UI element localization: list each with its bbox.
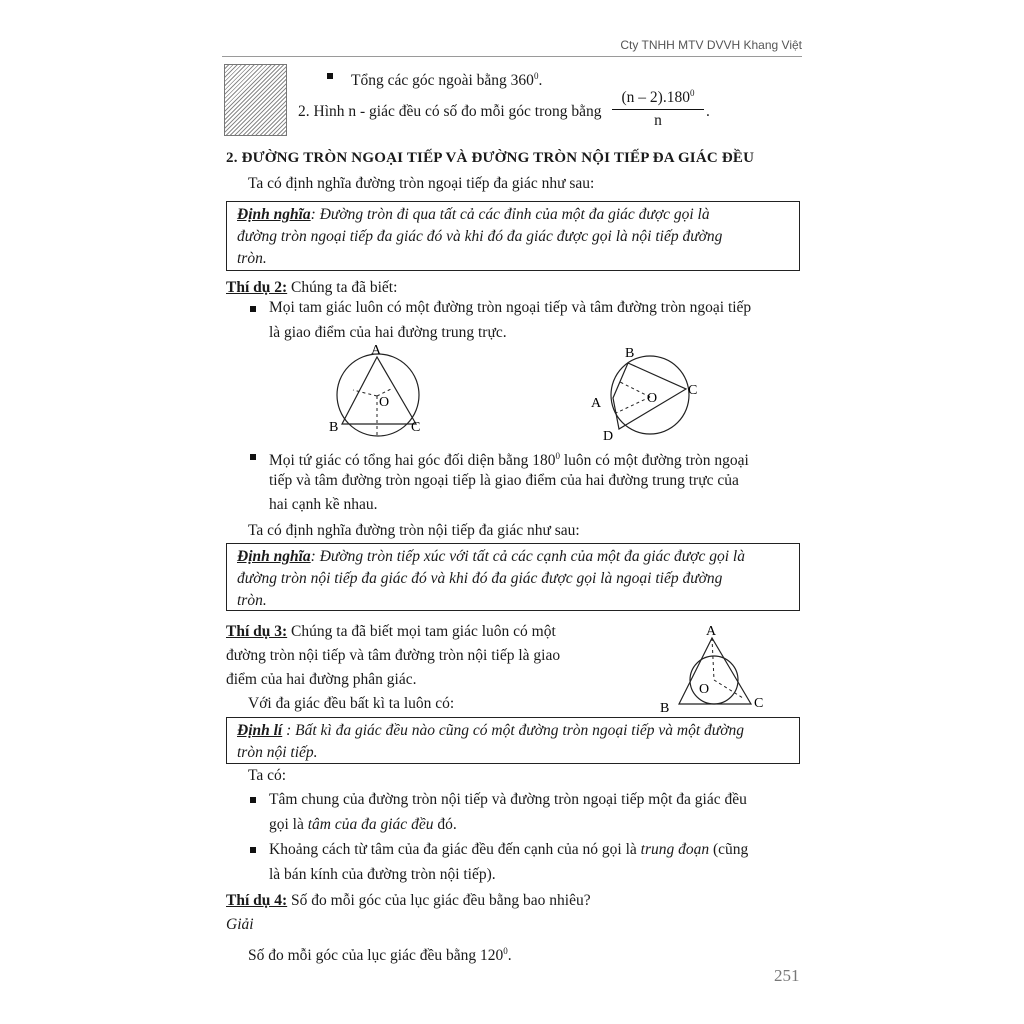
bullet-icon — [327, 73, 333, 79]
fig1-label-a: A — [371, 343, 382, 358]
fig2-label-b: B — [625, 346, 635, 361]
apothem-note-line2: là bán kính của đường tròn nội tiếp). — [269, 866, 496, 883]
example-4: Thí dụ 4: Số đo mỗi góc của lục giác đều bằng bao nhiêu? — [226, 892, 591, 909]
circumscribed-intro: Ta có định nghĩa đường tròn ngoại tiếp đa giác như sau: — [248, 175, 595, 192]
decorative-hatch-block — [224, 64, 287, 136]
theorem-box: Định lí : Bất kì đa giác đều nào cũng có một đường tròn ngoại tiếp và một đường tròn nội tiếp. — [226, 717, 800, 764]
quadrilateral-line3: hai cạnh kề nhau. — [269, 496, 378, 513]
section-heading: 2. ĐƯỜNG TRÒN NGOẠI TIẾP VÀ ĐƯỜNG TRÒN NỘI TIẾP ĐA GIÁC ĐỀU — [226, 150, 755, 166]
header-company: Cty TNHH MTV DVVH Khang Việt — [620, 38, 802, 52]
quadrilateral-line1: Mọi tứ giác có tổng hai góc đối diện bằng $180^0$ luôn có một đường tròn ngoại — [269, 451, 749, 470]
example-3-line2: đường tròn nội tiếp và tâm đường tròn nội tiếp là giao — [226, 647, 561, 664]
center-note-line1: Tâm chung của đường tròn nội tiếp và đường tròn ngoại tiếp một đa giác đều — [269, 791, 747, 808]
quadrilateral-circumcircle-figure — [588, 340, 708, 445]
header-rule — [222, 56, 802, 57]
triangle-circumcircle-line2: là giao điểm của hai đường trung trực. — [269, 324, 507, 341]
example-3-line3: điểm của hai đường phân giác. — [226, 671, 417, 688]
fig1-label-b: B — [329, 420, 339, 435]
bullet-icon — [250, 306, 256, 312]
triangle-circumcircle-figure — [325, 340, 435, 440]
center-note-line2: gọi là tâm của đa giác đều đó. — [269, 816, 457, 833]
definition-box-inscribed: Định nghĩa: Đường tròn tiếp xúc với tất cả các cạnh của một đa giác được gọi là đường tròn nội tiếp đa giác đó và khi đó đa giác được gọi là ngoại tiếp đường tròn. — [226, 543, 800, 611]
fig3-label-c: C — [754, 696, 764, 711]
inscribed-intro: Ta có định nghĩa đường tròn nội tiếp đa giác như sau: — [248, 522, 580, 539]
bullet-icon — [250, 847, 256, 853]
example-3-line1: Thí dụ 3: Chúng ta đã biết mọi tam giác luôn có một — [226, 623, 556, 640]
angle-fraction: (n – 2).180$^0$ n — [612, 88, 704, 130]
apothem-note-line1: Khoảng cách từ tâm của đa giác đều đến cạnh của nó gọi là trung đoạn (cũng — [269, 841, 749, 858]
triangle-incircle-figure — [655, 622, 770, 717]
fig3-label-b: B — [660, 701, 670, 716]
fig1-label-c: C — [411, 420, 421, 435]
triangle-circumcircle-line1: Mọi tam giác luôn có một đường tròn ngoại tiếp và tâm đường tròn ngoại tiếp — [269, 299, 752, 316]
bullet-icon — [250, 454, 256, 460]
example-2: Thí dụ 2: Chúng ta đã biết: — [226, 279, 398, 296]
fig3-label-a: A — [706, 624, 717, 639]
exterior-angles-text: Tổng các góc ngoài bằng $360^0$. — [351, 71, 543, 90]
solution-answer: Số đo mỗi góc của lục giác đều bằng $120^0$. — [248, 946, 512, 965]
fig3-label-o: O — [699, 682, 710, 697]
fig1-label-o: O — [379, 395, 390, 410]
fig2-label-a: A — [591, 396, 602, 411]
notes-intro: Ta có: — [248, 767, 287, 784]
regular-polygon-angle-text: 2. Hình n - giác đều có số đo mỗi góc trong bằng — [298, 103, 602, 120]
regular-polygon-intro: Với đa giác đều bất kì ta luôn có: — [248, 695, 455, 712]
fig2-label-c: C — [688, 383, 698, 398]
page-number: 251 — [774, 966, 800, 985]
fig2-label-d: D — [603, 429, 614, 444]
definition-box-circumscribed: Định nghĩa: Đường tròn đi qua tất cả các đỉnh của một đa giác được gọi là đường tròn ngoại tiếp đa giác đó và khi đó đa giác được gọi là nội tiếp đường tròn. — [226, 201, 800, 271]
quadrilateral-line2: tiếp và tâm đường tròn ngoại tiếp là giao điểm của hai đường trung trực của — [269, 472, 739, 489]
bullet-icon — [250, 797, 256, 803]
fig2-label-o: O — [647, 391, 658, 406]
solution-label: Giải — [226, 916, 254, 933]
